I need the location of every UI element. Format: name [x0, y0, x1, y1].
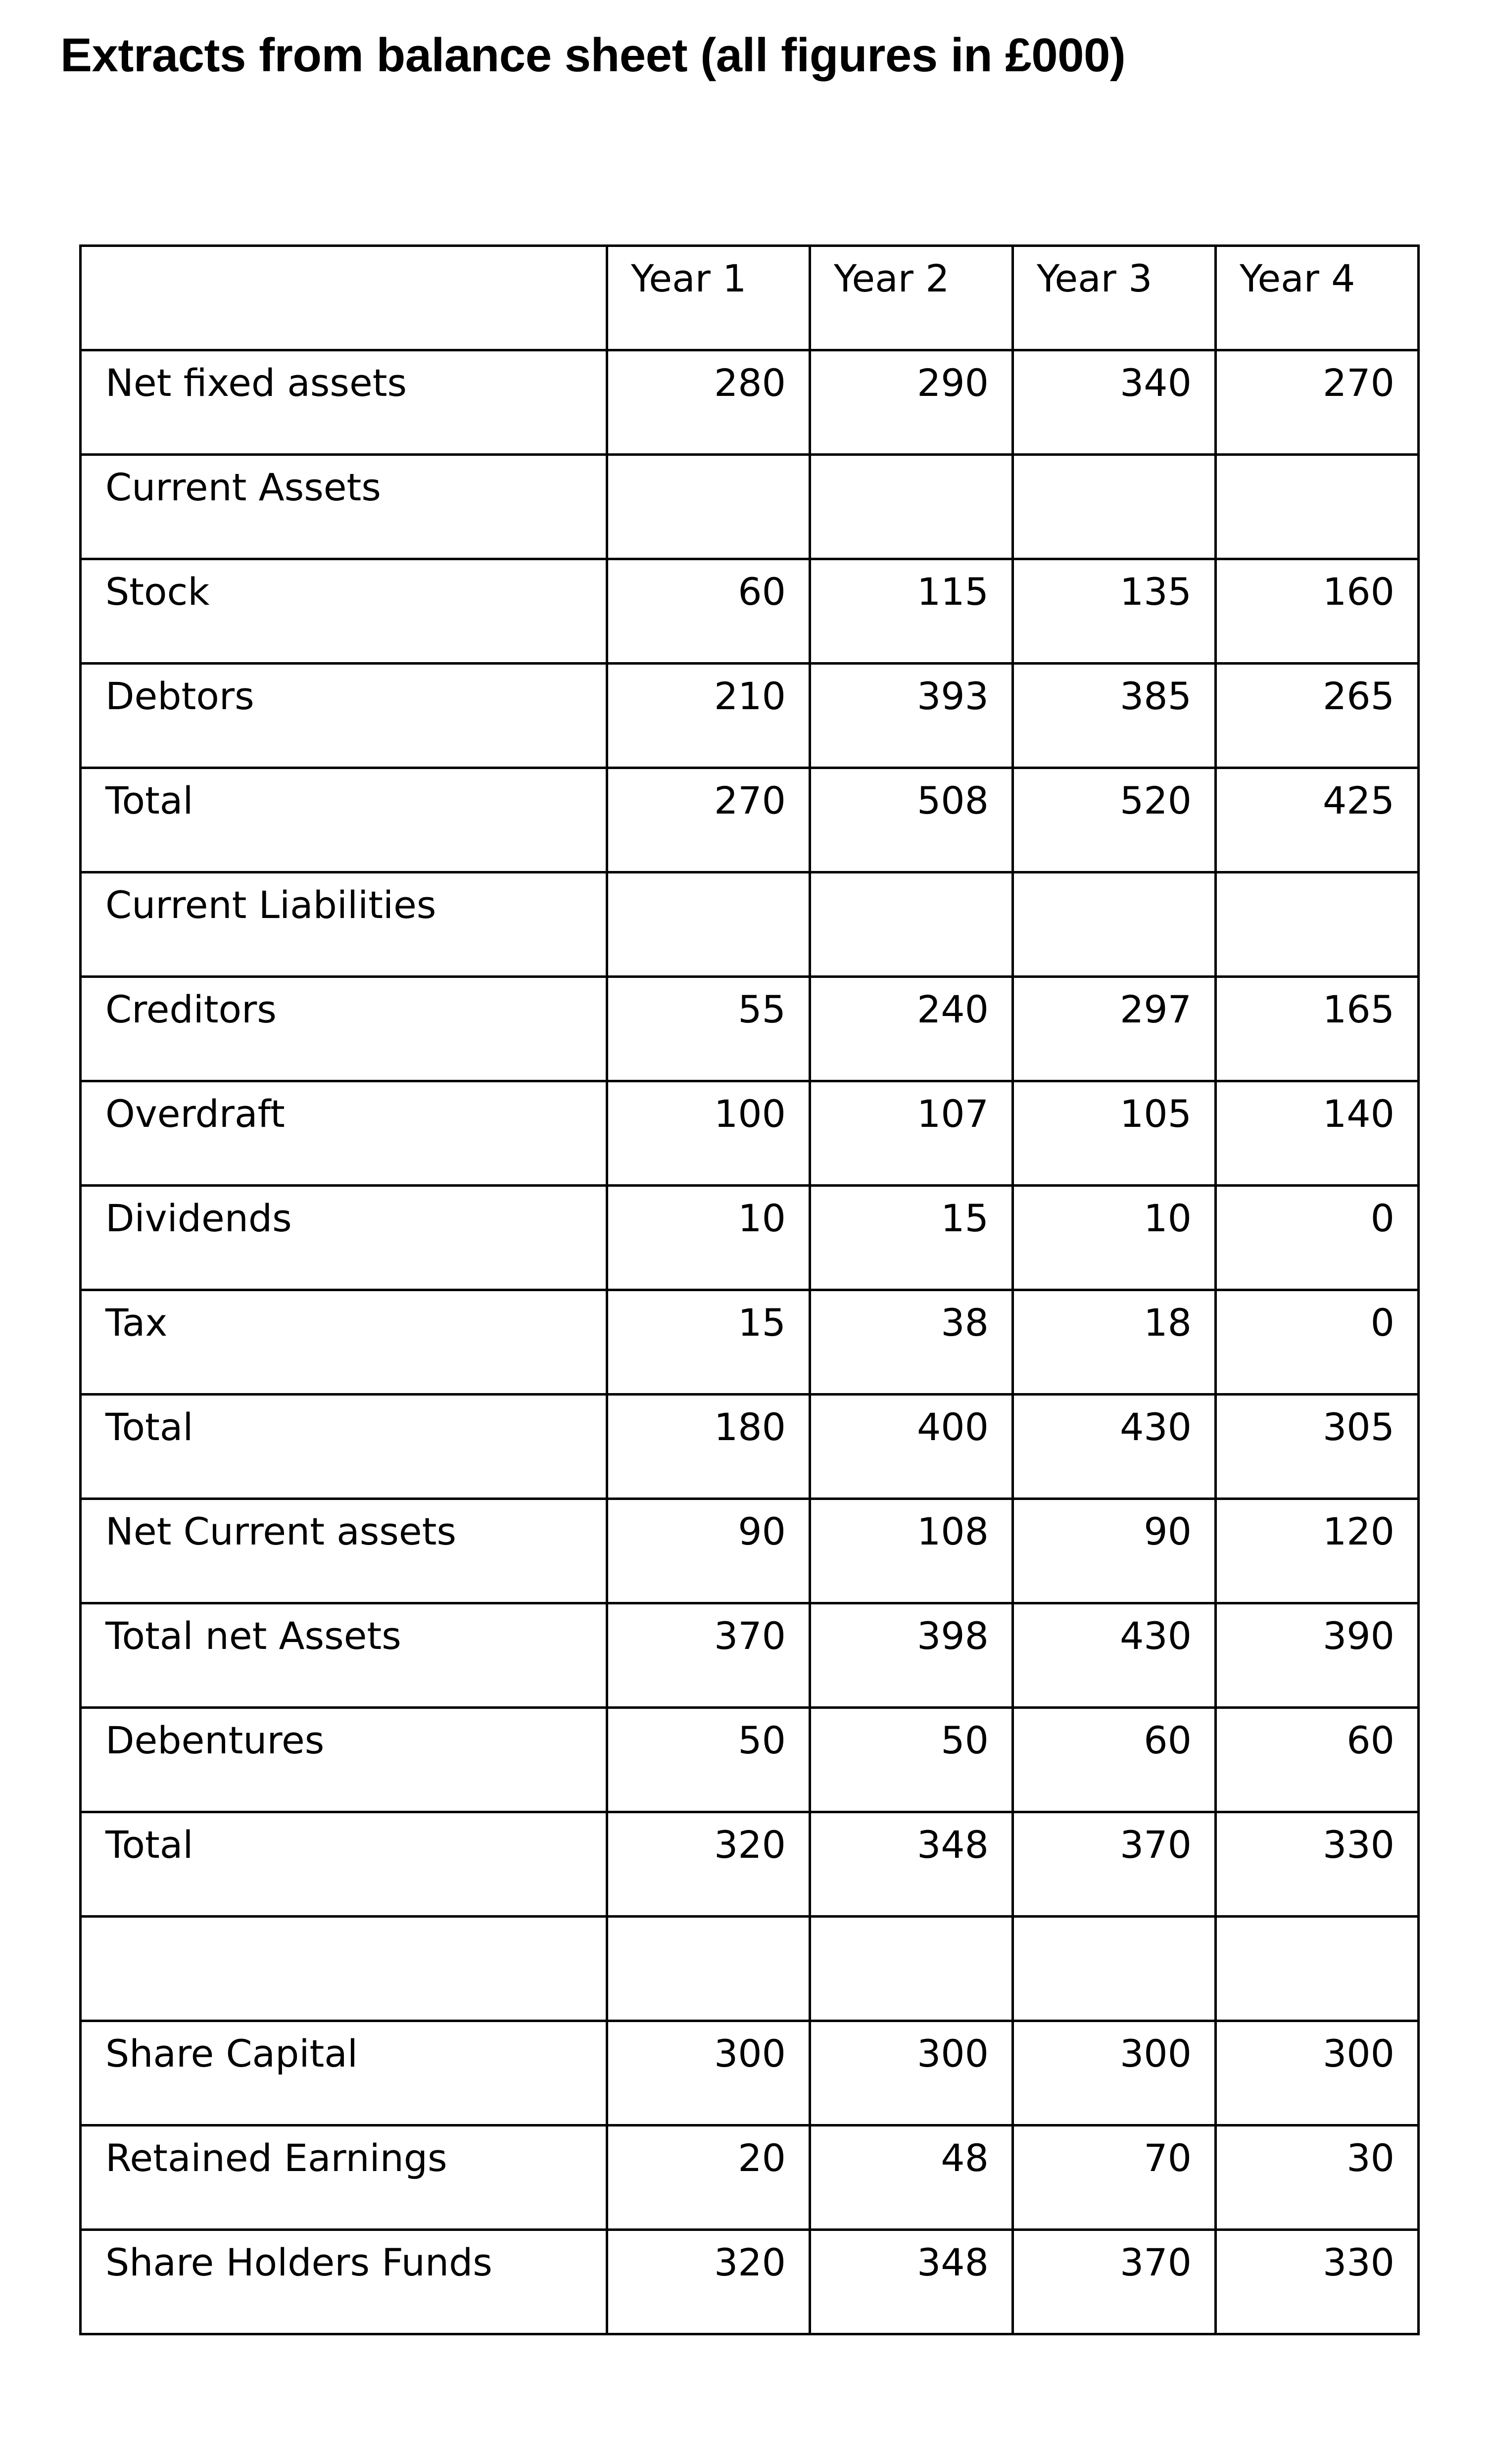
row-net-current-assets: [81, 1499, 1419, 1603]
row-overdraft: [81, 1081, 1419, 1186]
value-cell-year-4: [1216, 872, 1419, 977]
row-label: Creditors: [81, 977, 607, 1081]
row-label: Stock: [81, 559, 607, 664]
value-cell-year-4: 305: [1216, 1395, 1419, 1499]
row-tax: [81, 1290, 1419, 1395]
value-cell-year-4: 60: [1216, 1708, 1419, 1812]
row-share-holders-funds: [81, 2230, 1419, 2334]
value-cell-year-3: 105: [1013, 1081, 1216, 1186]
row-label: Share Holders Funds: [81, 2230, 607, 2334]
row-label: Share Capital: [81, 2021, 607, 2126]
value-cell-year-4: 390: [1216, 1603, 1419, 1708]
value-cell-year-3: 385: [1013, 664, 1216, 768]
value-cell-year-1: [607, 1917, 810, 2021]
row-stock: [81, 559, 1419, 664]
value-cell-year-4: 120: [1216, 1499, 1419, 1603]
value-cell-year-3: 520: [1013, 768, 1216, 872]
value-cell-year-1: 50: [607, 1708, 810, 1812]
value-cell-year-1: 90: [607, 1499, 810, 1603]
value-cell-year-1: 280: [607, 350, 810, 455]
value-cell-year-3: 60: [1013, 1708, 1216, 1812]
value-cell-year-3: [1013, 872, 1216, 977]
column-header-year-4: Year 4: [1216, 246, 1419, 350]
row-total-net-assets: [81, 1603, 1419, 1708]
value-cell-year-3: 430: [1013, 1603, 1216, 1708]
row-label: Tax: [81, 1290, 607, 1395]
value-cell-year-4: 160: [1216, 559, 1419, 664]
row-current-liabilities-heading: [81, 872, 1419, 977]
value-cell-year-1: 270: [607, 768, 810, 872]
header-corner-cell: [81, 246, 607, 350]
value-cell-year-4: 330: [1216, 1812, 1419, 1917]
value-cell-year-2: [810, 872, 1013, 977]
value-cell-year-4: 425: [1216, 768, 1419, 872]
row-net-fixed-assets: [81, 350, 1419, 455]
row-dividends: [81, 1186, 1419, 1290]
row-label: Current Liabilities: [81, 872, 607, 977]
value-cell-year-3: [1013, 1917, 1216, 2021]
value-cell-year-2: 15: [810, 1186, 1013, 1290]
value-cell-year-2: 300: [810, 2021, 1013, 2126]
value-cell-year-4: 30: [1216, 2126, 1419, 2230]
value-cell-year-3: 70: [1013, 2126, 1216, 2230]
value-cell-year-2: 38: [810, 1290, 1013, 1395]
row-net-total: [81, 1812, 1419, 1917]
balance-sheet-table: [79, 244, 1420, 2335]
value-cell-year-3: 90: [1013, 1499, 1216, 1603]
value-cell-year-4: 0: [1216, 1290, 1419, 1395]
value-cell-year-3: [1013, 455, 1216, 559]
row-debtors: [81, 664, 1419, 768]
value-cell-year-3: 370: [1013, 1812, 1216, 1917]
value-cell-year-1: 55: [607, 977, 810, 1081]
row-label: Net fixed assets: [81, 350, 607, 455]
page-title: Extracts from balance sheet (all figures in £000): [60, 29, 1126, 82]
value-cell-year-1: 60: [607, 559, 810, 664]
row-current-liabilities-total: [81, 1395, 1419, 1499]
value-cell-year-2: [810, 455, 1013, 559]
value-cell-year-3: 18: [1013, 1290, 1216, 1395]
value-cell-year-3: 430: [1013, 1395, 1216, 1499]
value-cell-year-3: 370: [1013, 2230, 1216, 2334]
value-cell-year-1: 180: [607, 1395, 810, 1499]
value-cell-year-4: 270: [1216, 350, 1419, 455]
row-label: Dividends: [81, 1186, 607, 1290]
value-cell-year-2: 348: [810, 1812, 1013, 1917]
row-label: Total net Assets: [81, 1603, 607, 1708]
row-label: Total: [81, 1812, 607, 1917]
row-current-assets-total: [81, 768, 1419, 872]
value-cell-year-2: 108: [810, 1499, 1013, 1603]
value-cell-year-1: 20: [607, 2126, 810, 2230]
value-cell-year-4: 265: [1216, 664, 1419, 768]
column-header-year-1: Year 1: [607, 246, 810, 350]
value-cell-year-2: 107: [810, 1081, 1013, 1186]
value-cell-year-4: 0: [1216, 1186, 1419, 1290]
header-row: [81, 246, 1419, 350]
value-cell-year-1: 370: [607, 1603, 810, 1708]
value-cell-year-2: [810, 1917, 1013, 2021]
row-blank-spacer: [81, 1917, 1419, 2021]
value-cell-year-1: 300: [607, 2021, 810, 2126]
value-cell-year-2: 240: [810, 977, 1013, 1081]
value-cell-year-1: 210: [607, 664, 810, 768]
value-cell-year-3: 10: [1013, 1186, 1216, 1290]
value-cell-year-3: 340: [1013, 350, 1216, 455]
value-cell-year-2: 393: [810, 664, 1013, 768]
column-header-year-3: Year 3: [1013, 246, 1216, 350]
value-cell-year-1: 10: [607, 1186, 810, 1290]
value-cell-year-4: 140: [1216, 1081, 1419, 1186]
row-current-assets-heading: [81, 455, 1419, 559]
row-debentures: [81, 1708, 1419, 1812]
value-cell-year-1: 15: [607, 1290, 810, 1395]
value-cell-year-4: 300: [1216, 2021, 1419, 2126]
value-cell-year-2: 290: [810, 350, 1013, 455]
row-label: Overdraft: [81, 1081, 607, 1186]
row-share-capital: [81, 2021, 1419, 2126]
value-cell-year-2: 50: [810, 1708, 1013, 1812]
value-cell-year-4: [1216, 1917, 1419, 2021]
row-label: Debentures: [81, 1708, 607, 1812]
value-cell-year-2: 398: [810, 1603, 1013, 1708]
value-cell-year-3: 135: [1013, 559, 1216, 664]
value-cell-year-2: 400: [810, 1395, 1013, 1499]
value-cell-year-4: 165: [1216, 977, 1419, 1081]
value-cell-year-1: 320: [607, 2230, 810, 2334]
value-cell-year-1: [607, 455, 810, 559]
value-cell-year-2: 115: [810, 559, 1013, 664]
row-label: Retained Earnings: [81, 2126, 607, 2230]
value-cell-year-1: 100: [607, 1081, 810, 1186]
value-cell-year-3: 297: [1013, 977, 1216, 1081]
value-cell-year-3: 300: [1013, 2021, 1216, 2126]
row-label: Debtors: [81, 664, 607, 768]
value-cell-year-1: [607, 872, 810, 977]
row-label: [81, 1917, 607, 2021]
row-label: Total: [81, 768, 607, 872]
value-cell-year-4: [1216, 455, 1419, 559]
value-cell-year-2: 48: [810, 2126, 1013, 2230]
value-cell-year-2: 348: [810, 2230, 1013, 2334]
row-label: Current Assets: [81, 455, 607, 559]
row-creditors: [81, 977, 1419, 1081]
value-cell-year-1: 320: [607, 1812, 810, 1917]
column-header-year-2: Year 2: [810, 246, 1013, 350]
value-cell-year-2: 508: [810, 768, 1013, 872]
row-label: Net Current assets: [81, 1499, 607, 1603]
row-retained-earnings: [81, 2126, 1419, 2230]
row-label: Total: [81, 1395, 607, 1499]
value-cell-year-4: 330: [1216, 2230, 1419, 2334]
